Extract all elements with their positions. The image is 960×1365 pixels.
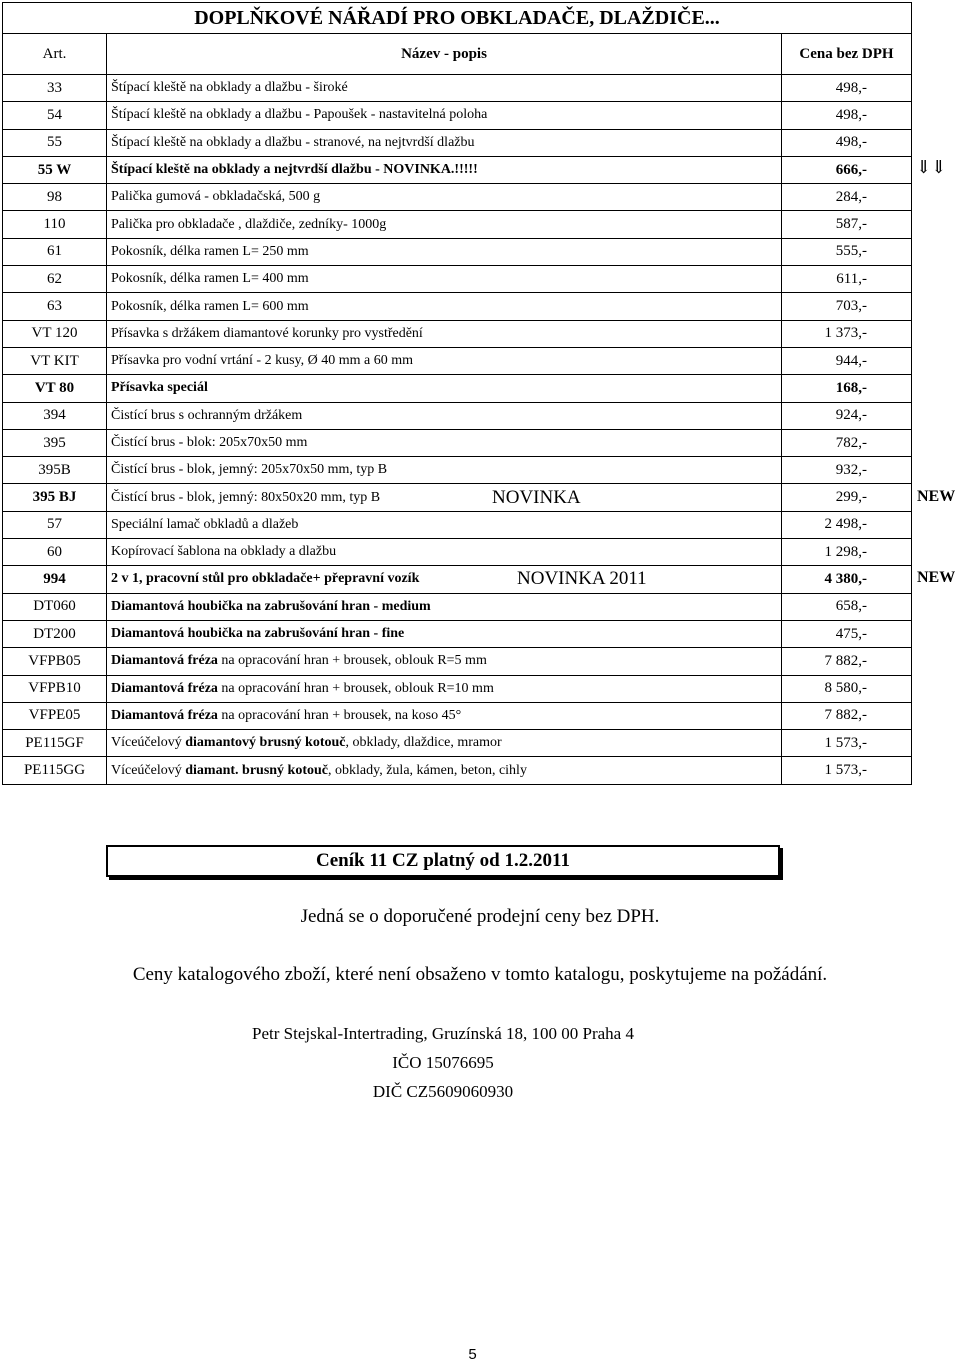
item-description: [107, 211, 782, 238]
note-vat: Jedná se o doporučené prodejní ceny bez DPH.: [300, 906, 660, 927]
item-description-text: Kopírovací šablona na obklady a dlažbu: [111, 544, 337, 560]
item-code: 395: [3, 429, 107, 456]
item-description-rest: na opracování hran + brousek, oblouk R=5 mm: [217, 653, 487, 669]
item-description-part: , obklady, dlaždice, mramor: [345, 735, 502, 751]
table-row: [3, 293, 912, 320]
table-row: [3, 648, 912, 675]
item-code: VT 120: [3, 320, 107, 347]
item-price: 555,-: [782, 238, 912, 265]
item-price: 7 882,-: [782, 648, 912, 675]
table-row: [3, 702, 912, 729]
item-price: 587,-: [782, 211, 912, 238]
item-description: [107, 620, 782, 647]
table-row: [3, 457, 912, 484]
table-row: [3, 347, 912, 374]
down-arrows-icon: ⇓⇓: [916, 157, 947, 177]
item-code: 61: [3, 238, 107, 265]
item-description: [107, 238, 782, 265]
item-code: VFPB10: [3, 675, 107, 702]
price-list-validity: Ceník 11 CZ platný od 1.2.2011: [106, 845, 780, 877]
table-row: [3, 375, 912, 402]
item-description: [107, 347, 782, 374]
item-price: 666,-: [782, 156, 912, 183]
item-code: VT 80: [3, 375, 107, 402]
item-code: 33: [3, 75, 107, 102]
price-table: [2, 2, 912, 785]
item-price: 498,-: [782, 129, 912, 156]
table-row: [3, 320, 912, 347]
item-price: 932,-: [782, 457, 912, 484]
item-code: DT200: [3, 620, 107, 647]
item-price: 2 498,-: [782, 511, 912, 538]
item-price: 498,-: [782, 75, 912, 102]
item-description: [107, 156, 782, 183]
column-header-art: Art.: [3, 34, 107, 75]
company-ico: IČO 15076695: [392, 1053, 494, 1072]
item-price: 8 580,-: [782, 675, 912, 702]
item-code: VFPB05: [3, 648, 107, 675]
item-description-rest: na opracování hran + brousek, na koso 45°: [217, 707, 462, 723]
item-description: [107, 402, 782, 429]
item-price: 4 380,-: [782, 566, 912, 593]
table-row: [3, 402, 912, 429]
header-row: [3, 34, 912, 75]
item-code: PE115GG: [3, 757, 107, 784]
table-row: [3, 211, 912, 238]
item-description: [107, 757, 782, 784]
item-description: [107, 293, 782, 320]
table-row: [3, 730, 912, 757]
item-description-text: Pokosník, délka ramen L= 400 mm: [111, 271, 309, 287]
item-description: [107, 320, 782, 347]
item-price: 498,-: [782, 102, 912, 129]
item-description-text: Diamantová houbička na zabrušování hran - fine: [111, 626, 405, 642]
new-label: NEW: [917, 569, 956, 587]
table-row: [3, 238, 912, 265]
item-description: [107, 184, 782, 211]
item-description: [107, 429, 782, 456]
item-price: 703,-: [782, 293, 912, 320]
table-row: [3, 266, 912, 293]
item-description-text: Přísavka s držákem diamantové korunky pro vystředění: [111, 325, 423, 341]
item-code: 994: [3, 566, 107, 593]
item-description-text: Štípací kleště na obklady a dlažbu - stranové, na nejtvrdší dlažbu: [111, 134, 475, 150]
item-code: 57: [3, 511, 107, 538]
item-code: 55 W: [3, 156, 107, 183]
item-description-text: Palička gumová - obkladačská, 500 g: [111, 189, 321, 205]
item-code: 55: [3, 129, 107, 156]
item-description-text: Štípací kleště na obklady a dlažbu - široké: [111, 80, 348, 96]
item-description-text: 2 v 1, pracovní stůl pro obkladače+ přepravní vozík: [111, 571, 420, 587]
item-description: [107, 375, 782, 402]
item-code: 63: [3, 293, 107, 320]
item-description: [107, 648, 782, 675]
table-row: [3, 429, 912, 456]
item-description-text: Palička pro obkladače , dlaždiče, zedníky- 1000g: [111, 216, 387, 232]
item-description: [107, 457, 782, 484]
item-code: 60: [3, 539, 107, 566]
item-price: 168,-: [782, 375, 912, 402]
item-code: 394: [3, 402, 107, 429]
item-description-bold: Diamantová fréza: [111, 653, 218, 669]
item-code: 54: [3, 102, 107, 129]
item-description: [107, 702, 782, 729]
table-row: [3, 566, 912, 593]
column-header-name: Název - popis: [107, 34, 782, 75]
item-price: 658,-: [782, 593, 912, 620]
item-description-text: Čistící brus - blok, jemný: 205x70x50 mm, typ B: [111, 462, 388, 478]
item-price: 611,-: [782, 266, 912, 293]
company-address: Petr Stejskal-Intertrading, Gruzínská 18, 100 00 Praha 4: [252, 1024, 634, 1043]
item-description: [107, 75, 782, 102]
novinka-badge: NOVINKA 2011: [517, 568, 647, 590]
item-description-text: Přísavka speciál: [111, 380, 208, 396]
item-description-text: Štípací kleště na obklady a nejtvrdší dlažbu - NOVINKA.!!!!!: [111, 162, 478, 178]
title-row: [3, 3, 912, 34]
item-code: 62: [3, 266, 107, 293]
item-description: [107, 730, 782, 757]
table-row: [3, 129, 912, 156]
item-price: 924,-: [782, 402, 912, 429]
item-code: 395 BJ: [3, 484, 107, 511]
item-code: PE115GF: [3, 730, 107, 757]
item-description-text: Štípací kleště na obklady a dlažbu - Papoušek - nastavitelná poloha: [111, 107, 488, 123]
item-description-part: Víceúčelový: [111, 735, 186, 751]
item-description-text: Přísavka pro vodní vrtání - 2 kusy, Ø 40 mm a 60 mm: [111, 353, 414, 369]
item-description: [107, 484, 782, 511]
item-description-bold: Diamantová fréza: [111, 707, 218, 723]
item-description: [107, 593, 782, 620]
note-catalog: Ceny katalogového zboží, které není obsaženo v tomto katalogu, poskytujeme na požádání.: [132, 964, 828, 985]
item-code: VT KIT: [3, 347, 107, 374]
table-row: [3, 102, 912, 129]
table-row: [3, 511, 912, 538]
item-description-text: Pokosník, délka ramen L= 250 mm: [111, 243, 309, 259]
item-description: [107, 566, 782, 593]
item-description-text: Pokosník, délka ramen L= 600 mm: [111, 298, 309, 314]
item-price: 1 573,-: [782, 757, 912, 784]
item-description-text: Čistící brus s ochranným držákem: [111, 407, 303, 423]
new-label: NEW: [917, 487, 956, 505]
table-row: [3, 156, 912, 183]
item-price: 1 373,-: [782, 320, 912, 347]
item-description-bold: Diamantová fréza: [111, 680, 218, 696]
item-code: 110: [3, 211, 107, 238]
item-code: VFPE05: [3, 702, 107, 729]
item-price: 782,-: [782, 429, 912, 456]
item-description: [107, 102, 782, 129]
document-title: DOPLŇKOVÉ NÁŘADÍ PRO OBKLADAČE, DLAŽDIČE...: [3, 3, 912, 34]
table-row: [3, 484, 912, 511]
item-description-text: Speciální lamač obkladů a dlažeb: [111, 516, 299, 532]
table-row: [3, 184, 912, 211]
item-description-text: Čistící brus - blok, jemný: 80x50x20 mm, typ B: [111, 489, 381, 505]
item-description: [107, 539, 782, 566]
item-description-part: , obklady, žula, kámen, beton, cihly: [328, 762, 527, 778]
company-dic: DIČ CZ5609060930: [372, 1082, 514, 1101]
item-description-part: Víceúčelový: [111, 762, 186, 778]
item-description-part: diamantový brusný kotouč: [185, 735, 346, 751]
item-code: DT060: [3, 593, 107, 620]
item-price: 1 573,-: [782, 730, 912, 757]
item-price: 284,-: [782, 184, 912, 211]
table-row: [3, 757, 912, 784]
item-code: 98: [3, 184, 107, 211]
item-description-rest: na opracování hran + brousek, oblouk R=10 mm: [217, 680, 494, 696]
item-price: 299,-: [782, 484, 912, 511]
item-description-text: Čistící brus - blok: 205x70x50 mm: [111, 435, 308, 450]
item-price: 944,-: [782, 347, 912, 374]
item-description-part: diamant. brusný kotouč: [185, 762, 329, 778]
item-description: [107, 675, 782, 702]
item-code: 395B: [3, 457, 107, 484]
page-number: 5: [468, 1346, 477, 1363]
table-row: [3, 75, 912, 102]
table-row: [3, 593, 912, 620]
item-price: 1 298,-: [782, 539, 912, 566]
item-description-text: Diamantová houbička na zabrušování hran - medium: [111, 598, 431, 614]
item-description: [107, 129, 782, 156]
item-description: [107, 266, 782, 293]
novinka-badge: NOVINKA: [492, 486, 581, 508]
item-price: 475,-: [782, 620, 912, 647]
item-description: [107, 511, 782, 538]
item-price: 7 882,-: [782, 702, 912, 729]
table-row: [3, 620, 912, 647]
column-header-price: Cena bez DPH: [782, 34, 912, 75]
table-row: [3, 675, 912, 702]
table-row: [3, 539, 912, 566]
